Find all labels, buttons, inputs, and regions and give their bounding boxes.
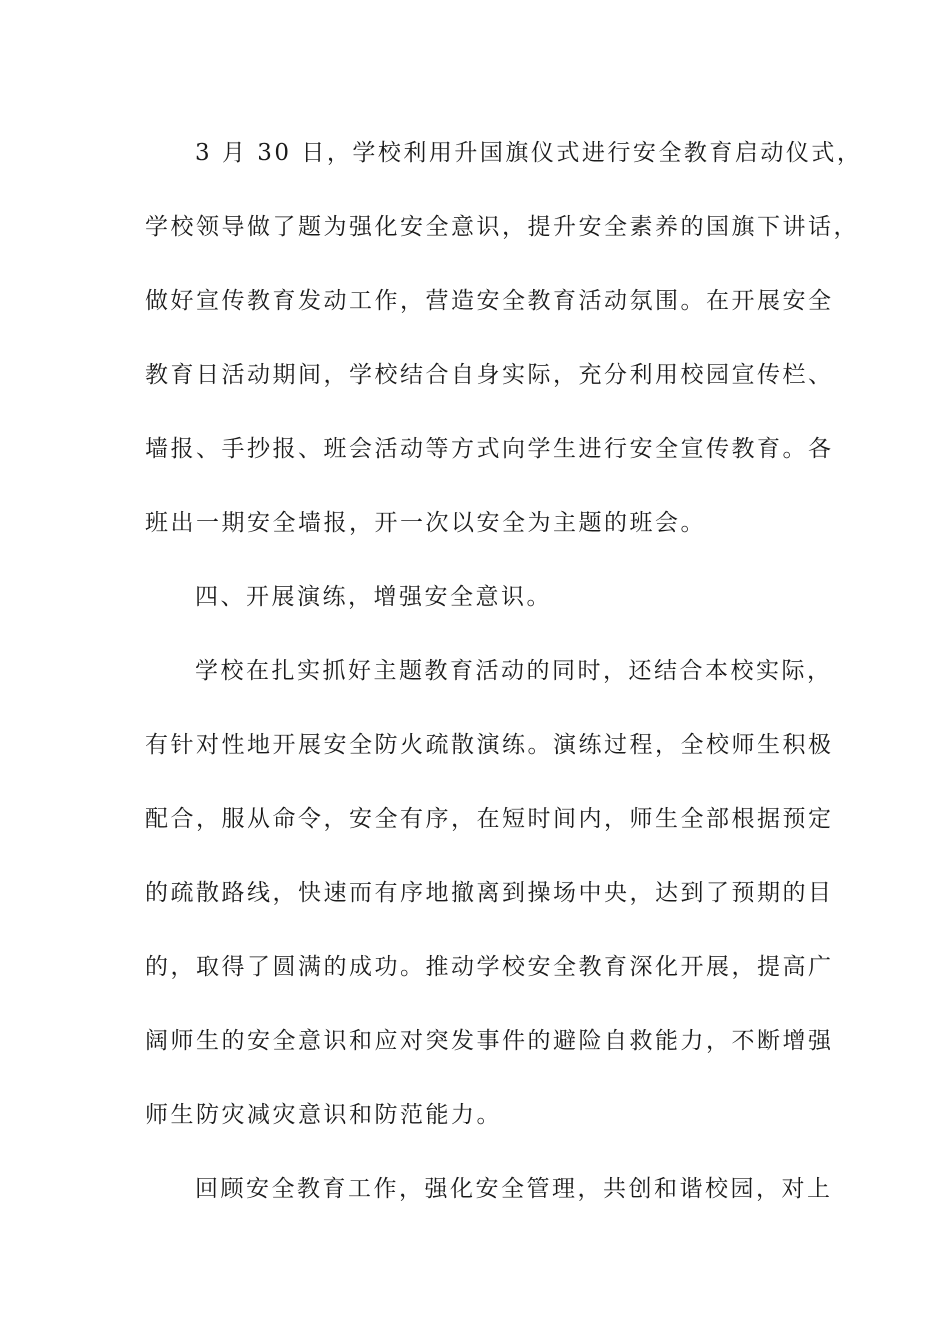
paragraph-line: 教育日活动期间，学校结合自身实际，充分利用校园宣传栏、 — [145, 362, 834, 388]
section-heading: 四、开展演练，增强安全意识。 — [195, 584, 552, 610]
paragraph-line: 3 月 30 日，学校利用升国旗仪式进行安全教育启动仪式， — [195, 140, 863, 166]
paragraph-line: 的疏散路线，快速而有序地撤离到操场中央，达到了预期的目 — [145, 880, 834, 906]
paragraph-line: 配合，服从命令，安全有序，在短时间内，师生全部根据预定 — [145, 806, 834, 832]
paragraph-line: 有针对性地开展安全防火疏散演练。演练过程，全校师生积极 — [145, 732, 834, 758]
paragraph-line: 学校领导做了题为强化安全意识，提升安全素养的国旗下讲话， — [145, 214, 859, 240]
paragraph-line: 做好宣传教育发动工作，营造安全教育活动氛围。在开展安全 — [145, 288, 834, 314]
paragraph-line: 墙报、手抄报、班会活动等方式向学生进行安全宣传教育。各 — [145, 436, 834, 462]
paragraph-line: 的，取得了圆满的成功。推动学校安全教育深化开展，提高广 — [145, 954, 834, 980]
paragraph-line: 班出一期安全墙报，开一次以安全为主题的班会。 — [145, 510, 706, 536]
paragraph-line: 阔师生的安全意识和应对突发事件的避险自救能力，不断增强 — [145, 1028, 834, 1054]
document-body — [145, 130, 863, 1240]
paragraph-line: 回顾安全教育工作，强化安全管理，共创和谐校园，对上 — [195, 1176, 833, 1202]
paragraph-line: 师生防灾减灾意识和防范能力。 — [145, 1102, 502, 1128]
paragraph-line: 学校在扎实抓好主题教育活动的同时，还结合本校实际， — [195, 658, 833, 684]
